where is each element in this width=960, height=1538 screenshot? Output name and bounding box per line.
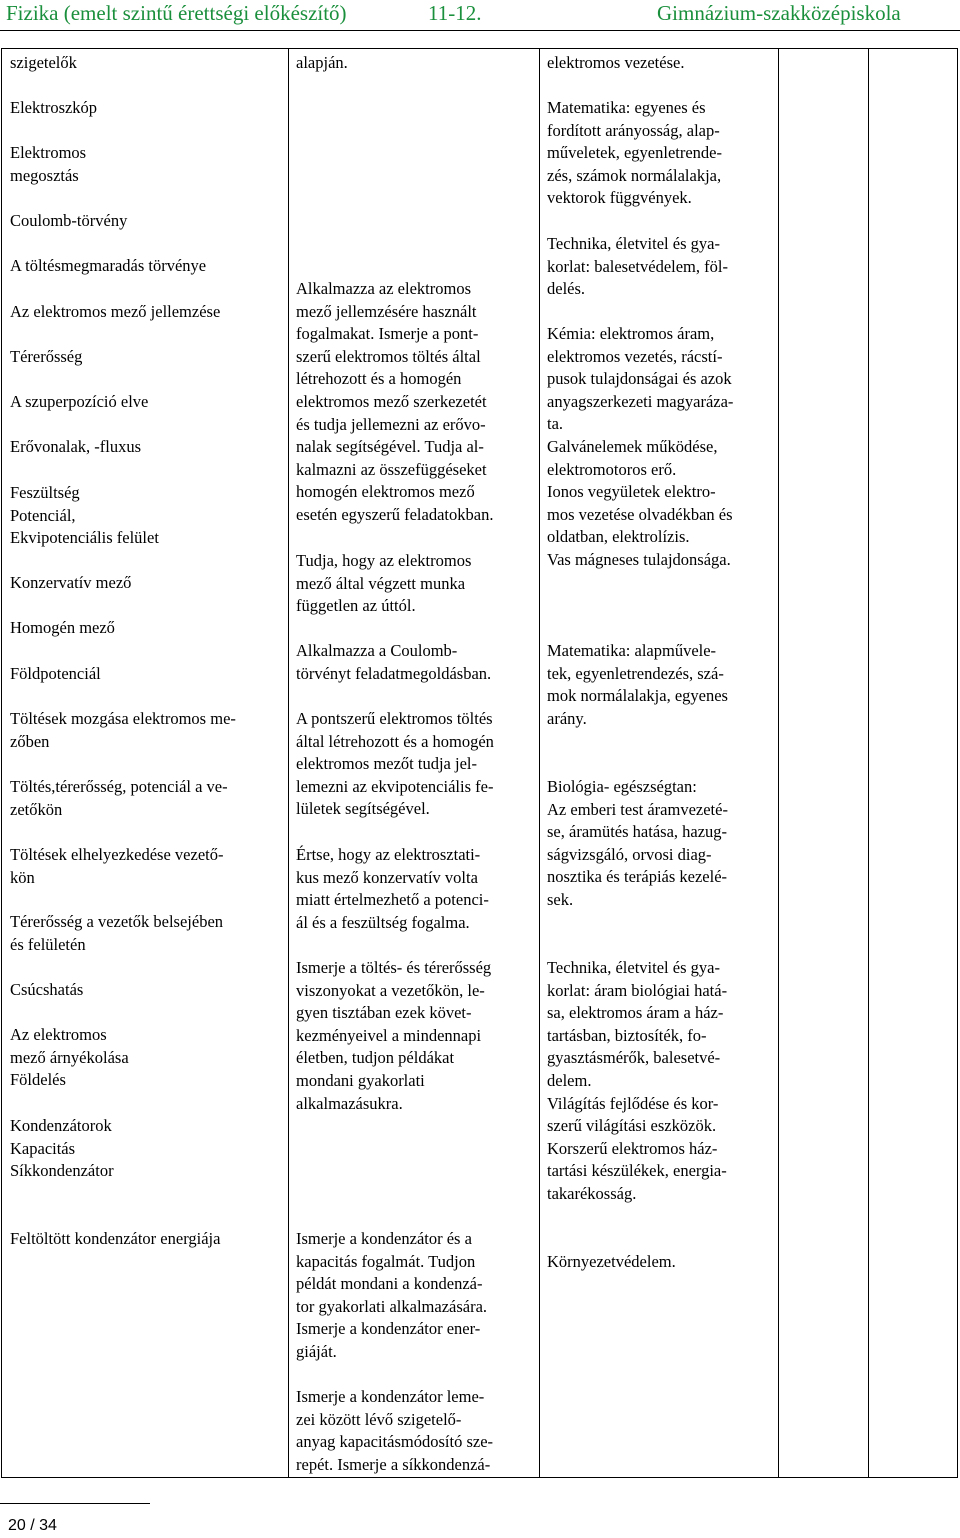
topic-item: Feltöltött kondenzátor energiája — [10, 1229, 221, 1248]
school-type: Gimnázium-szakközépiskola — [657, 1, 901, 25]
topic-item: Csúcshatás — [10, 980, 84, 999]
topic-item: A szuperpozíció elve — [10, 392, 149, 411]
page-number: 20 / 34 — [8, 1517, 57, 1534]
header-rule — [0, 30, 960, 31]
connection-item: Biológia- egészségtan: Az emberi test áramvezeté- se, áramütés hatása, hazug- ságvizsgáló, orvosi diag- nosztika és terápiás kezelé- sek. — [547, 777, 728, 909]
connection-item: Matematika: alapművele- tek, egyenletrendezés, szá- mok normálalakja, egyenes arány. — [547, 641, 728, 728]
requirement-item: Alkalmazza az elektromos mező jellemzésére használt fogalmakat. Ismerje a pont- szerű elektromos töltés által létrehozott és a homogén elektromos mező szerkezetét és tudja jellemezni az erővo- nalak segítségével. Tudja al- kalmazni az összefüggéseket homogén elektromos mező esetén egyszerű feladatokban. — [296, 279, 494, 524]
topic-item: Konzervatív mező — [10, 573, 132, 592]
column-divider — [868, 49, 869, 1477]
topic-item: Töltés,térerősség, potenciál a ve- zetőkön — [10, 777, 228, 819]
topic-item: Homogén mező — [10, 618, 115, 637]
column-divider — [539, 49, 540, 1477]
connection-item: Matematika: egyenes és fordított arányosság, alap- műveletek, egyenletrende- zés, számok normálalakja, vektorok függvények. — [547, 98, 722, 208]
connection-item: Környezetvédelem. — [547, 1252, 676, 1271]
requirement-item: Ismerje a töltés- és térerősség viszonyokat a vezetőkön, le- gyen tisztában ezek követ- kezményeivel a mindennapi életben, tudjon példákat mondani gyakorlati alkalmazásukra. — [296, 958, 492, 1113]
topic-item: Erővonalak, -fluxus — [10, 437, 142, 456]
topic-item: A töltésmegmaradás törvénye — [10, 256, 207, 275]
topic-item: Térerősség a vezetők belsejében és felületén — [10, 912, 224, 954]
course-title: Fizika (emelt szintű érettségi előkészítő) — [6, 1, 347, 25]
topic-item: Az elektromos mező árnyékolása Földelés — [10, 1025, 129, 1090]
requirement-item: alapján. — [296, 53, 348, 72]
topic-item: Az elektromos mező jellemzése — [10, 302, 221, 321]
requirement-item: Ismerje a kondenzátor és a kapacitás fogalmát. Tudjon példát mondani a kondenzá- tor gyakorlati alkalmazására. Ismerje a kondenzátor ener- giáját. — [296, 1229, 488, 1361]
grade-range: 11-12. — [428, 1, 482, 25]
topic-item: Töltések elhelyezkedése vezető- kön — [10, 845, 224, 887]
page-header — [0, 0, 960, 34]
curriculum-table — [1, 48, 958, 1478]
connection-item: Technika, életvitel és gya- korlat: balesetvédelem, föl- delés. — [547, 234, 728, 299]
connection-item: Kémia: elektromos áram, elektromos vezetés, rácstí- pusok tulajdonságai és azok anyagszerkezeti magyaráza- ta. Galvánelemek működése, elektromotoros erő. Ionos vegyületek elektro- mos vezetése olvadékban és oldatban, elektrolízis. Vas mágneses tulajdonsága. — [547, 324, 734, 569]
requirement-item: Alkalmazza a Coulomb- törvényt feladatmegoldásban. — [296, 641, 492, 683]
topic-item: Coulomb-törvény — [10, 211, 128, 230]
connection-item: Technika, életvitel és gya- korlat: áram biológiai hatá- sa, elektromos áram a ház- tartásban, biztosíték, fo- gyasztásmérők, balesetvé- delem. Világítás fejlődése és kor- szerű világítási eszközök. Korszerű elektromos ház- tartási készülékek, energia- takarékosság. — [547, 958, 728, 1203]
topic-item: Kondenzátorok Kapacitás Síkkondenzátor — [10, 1116, 114, 1181]
requirement-item: A pontszerű elektromos töltés által létrehozott és a homogén elektromos mezőt tudja jel- lemezni az ekvipotenciális fe- lületek segítségével. — [296, 709, 494, 819]
topic-item: Töltések mozgása elektromos me- zőben — [10, 709, 236, 751]
requirement-item: Tudja, hogy az elektromos mező által végzett munka független az úttól. — [296, 551, 472, 616]
topic-item: Feszültség Potenciál, Ekvipotenciális felület — [10, 483, 159, 548]
topic-item: Földpotenciál — [10, 664, 101, 683]
topic-item: Térerősség — [10, 347, 83, 366]
topic-item: szigetelők — [10, 53, 77, 72]
topic-item: Elektromos megosztás — [10, 143, 87, 185]
column-divider — [288, 49, 289, 1477]
topic-item: Elektroszkóp — [10, 98, 98, 117]
requirement-item: Értse, hogy az elektrosztati- kus mező konzervatív volta miatt értelmezhető a potenci- ál és a feszültség fogalma. — [296, 845, 489, 932]
footer-rule — [0, 1503, 150, 1504]
column-divider — [778, 49, 779, 1477]
requirement-item: Ismerje a kondenzátor leme- zei között lévő szigetelő- anyag kapacitásmódosító sze- repét. Ismerje a síkkondenzá- — [296, 1387, 494, 1474]
connection-item: elektromos vezetése. — [547, 53, 685, 72]
